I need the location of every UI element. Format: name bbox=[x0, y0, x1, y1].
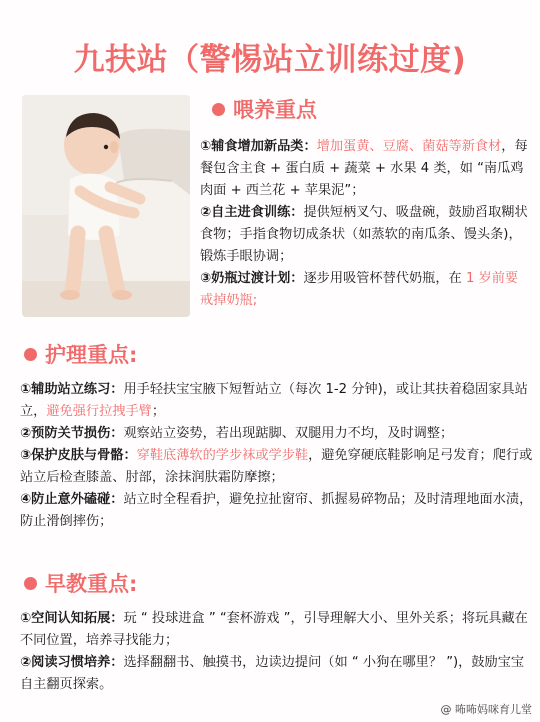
feeding-item-2-label: ②自主进食训练： bbox=[200, 205, 304, 220]
feeding-item-3-label: ③奶瓶过渡计划： bbox=[200, 271, 304, 286]
early-item-2-label: ②阅读习惯培养： bbox=[20, 655, 124, 670]
feeding-list bbox=[200, 136, 530, 312]
care-item-1-tail: ； bbox=[151, 404, 166, 419]
care-item-2-label: ②预防关节损伤： bbox=[20, 426, 124, 441]
care-heading-text: 护理重点: bbox=[45, 343, 138, 367]
care-item-4-text: 站立时全程看护，避免拉扯窗帘、抓握易碎物品；及时清理地面水渍，防止滑倒摔伤； bbox=[20, 492, 533, 529]
bullet-dot-icon bbox=[24, 577, 37, 590]
feeding-section-heading bbox=[212, 94, 317, 124]
feeding-item-2 bbox=[200, 202, 530, 268]
care-item-2 bbox=[20, 423, 535, 445]
early-list bbox=[20, 608, 535, 696]
care-item-4 bbox=[20, 489, 535, 533]
feeding-item-3-highlight: 1 岁前要戒掉奶瓶; bbox=[200, 271, 519, 308]
care-list bbox=[20, 379, 535, 533]
feeding-item-1-text: ，每餐包含主食 + 蛋白质 + 蔬菜 + 水果 4 类，如 “南瓜鸡肉面 + 西兰花 + 苹果泥”； bbox=[200, 139, 528, 198]
page-title: 九扶站（警惕站立训练过度) bbox=[73, 42, 467, 78]
bullet-dot-icon bbox=[212, 103, 225, 116]
baby-photo-illustration bbox=[22, 95, 190, 317]
feeding-item-1-highlight: 增加蛋黄、豆腐、菌菇等新食材 bbox=[316, 139, 502, 154]
care-item-3-text: ，避免穿硬底鞋影响足弓发育；爬行或站立后检查膝盖、肘部，涂抹润肤霜防摩擦； bbox=[20, 448, 533, 485]
early-item-1-text: 玩 “ 投球进盒 ” “套杯游戏 ”，引导理解大小、里外关系；将玩具藏在不同位置，培养寻找能力； bbox=[20, 611, 528, 648]
care-section-heading bbox=[24, 339, 137, 369]
care-item-2-text: 观察站立姿势，若出现踮脚、双腿用力不均，及时调整； bbox=[123, 426, 454, 441]
feeding-item-3-text: 逐步用吸管杯替代奶瓶，在 bbox=[303, 271, 466, 286]
care-item-3-highlight: 穿鞋底薄软的学步袜或学步鞋 bbox=[136, 448, 309, 463]
feeding-item-3 bbox=[200, 268, 530, 312]
feeding-item-1-label: ①辅食增加新品类： bbox=[200, 139, 317, 154]
feeding-item-2-text: 提供短柄叉勺、吸盘碗，鼓励舀取糊状食物；手指食物切成条状（如蒸软的南瓜条、馒头条)，锻炼手眼协调； bbox=[200, 205, 528, 264]
care-item-3-label: ③保护皮肤与骨骼： bbox=[20, 448, 137, 463]
care-item-4-label: ④防止意外磕碰： bbox=[20, 492, 124, 507]
care-item-1 bbox=[20, 379, 535, 423]
care-item-1-highlight: 避免强行拉拽手臂 bbox=[46, 404, 152, 419]
baby-standing-photo bbox=[22, 95, 190, 317]
feeding-heading-text: 喂养重点 bbox=[233, 98, 317, 122]
early-item-1 bbox=[20, 608, 535, 652]
bullet-dot-icon bbox=[24, 348, 37, 361]
feeding-item-1 bbox=[200, 136, 530, 202]
early-item-1-label: ①空间认知拓展： bbox=[20, 611, 124, 626]
care-item-3 bbox=[20, 445, 535, 489]
care-item-1-label: ①辅助站立练习： bbox=[20, 382, 124, 397]
early-item-2 bbox=[20, 652, 535, 696]
early-education-section-heading bbox=[24, 568, 137, 598]
early-item-2-text: 选择翻翻书、触摸书，边读边提问（如 “ 小狗在哪里？ ”)，鼓励宝宝自主翻页探索。 bbox=[20, 655, 525, 692]
care-item-1-text: 用手轻扶宝宝腋下短暂站立（每次 1-2 分钟)，或让其扶着稳固家具站立， bbox=[20, 382, 528, 419]
author-watermark: @ 咘咘妈咪育儿堂 bbox=[440, 703, 532, 716]
early-heading-text: 早教重点: bbox=[45, 572, 138, 596]
